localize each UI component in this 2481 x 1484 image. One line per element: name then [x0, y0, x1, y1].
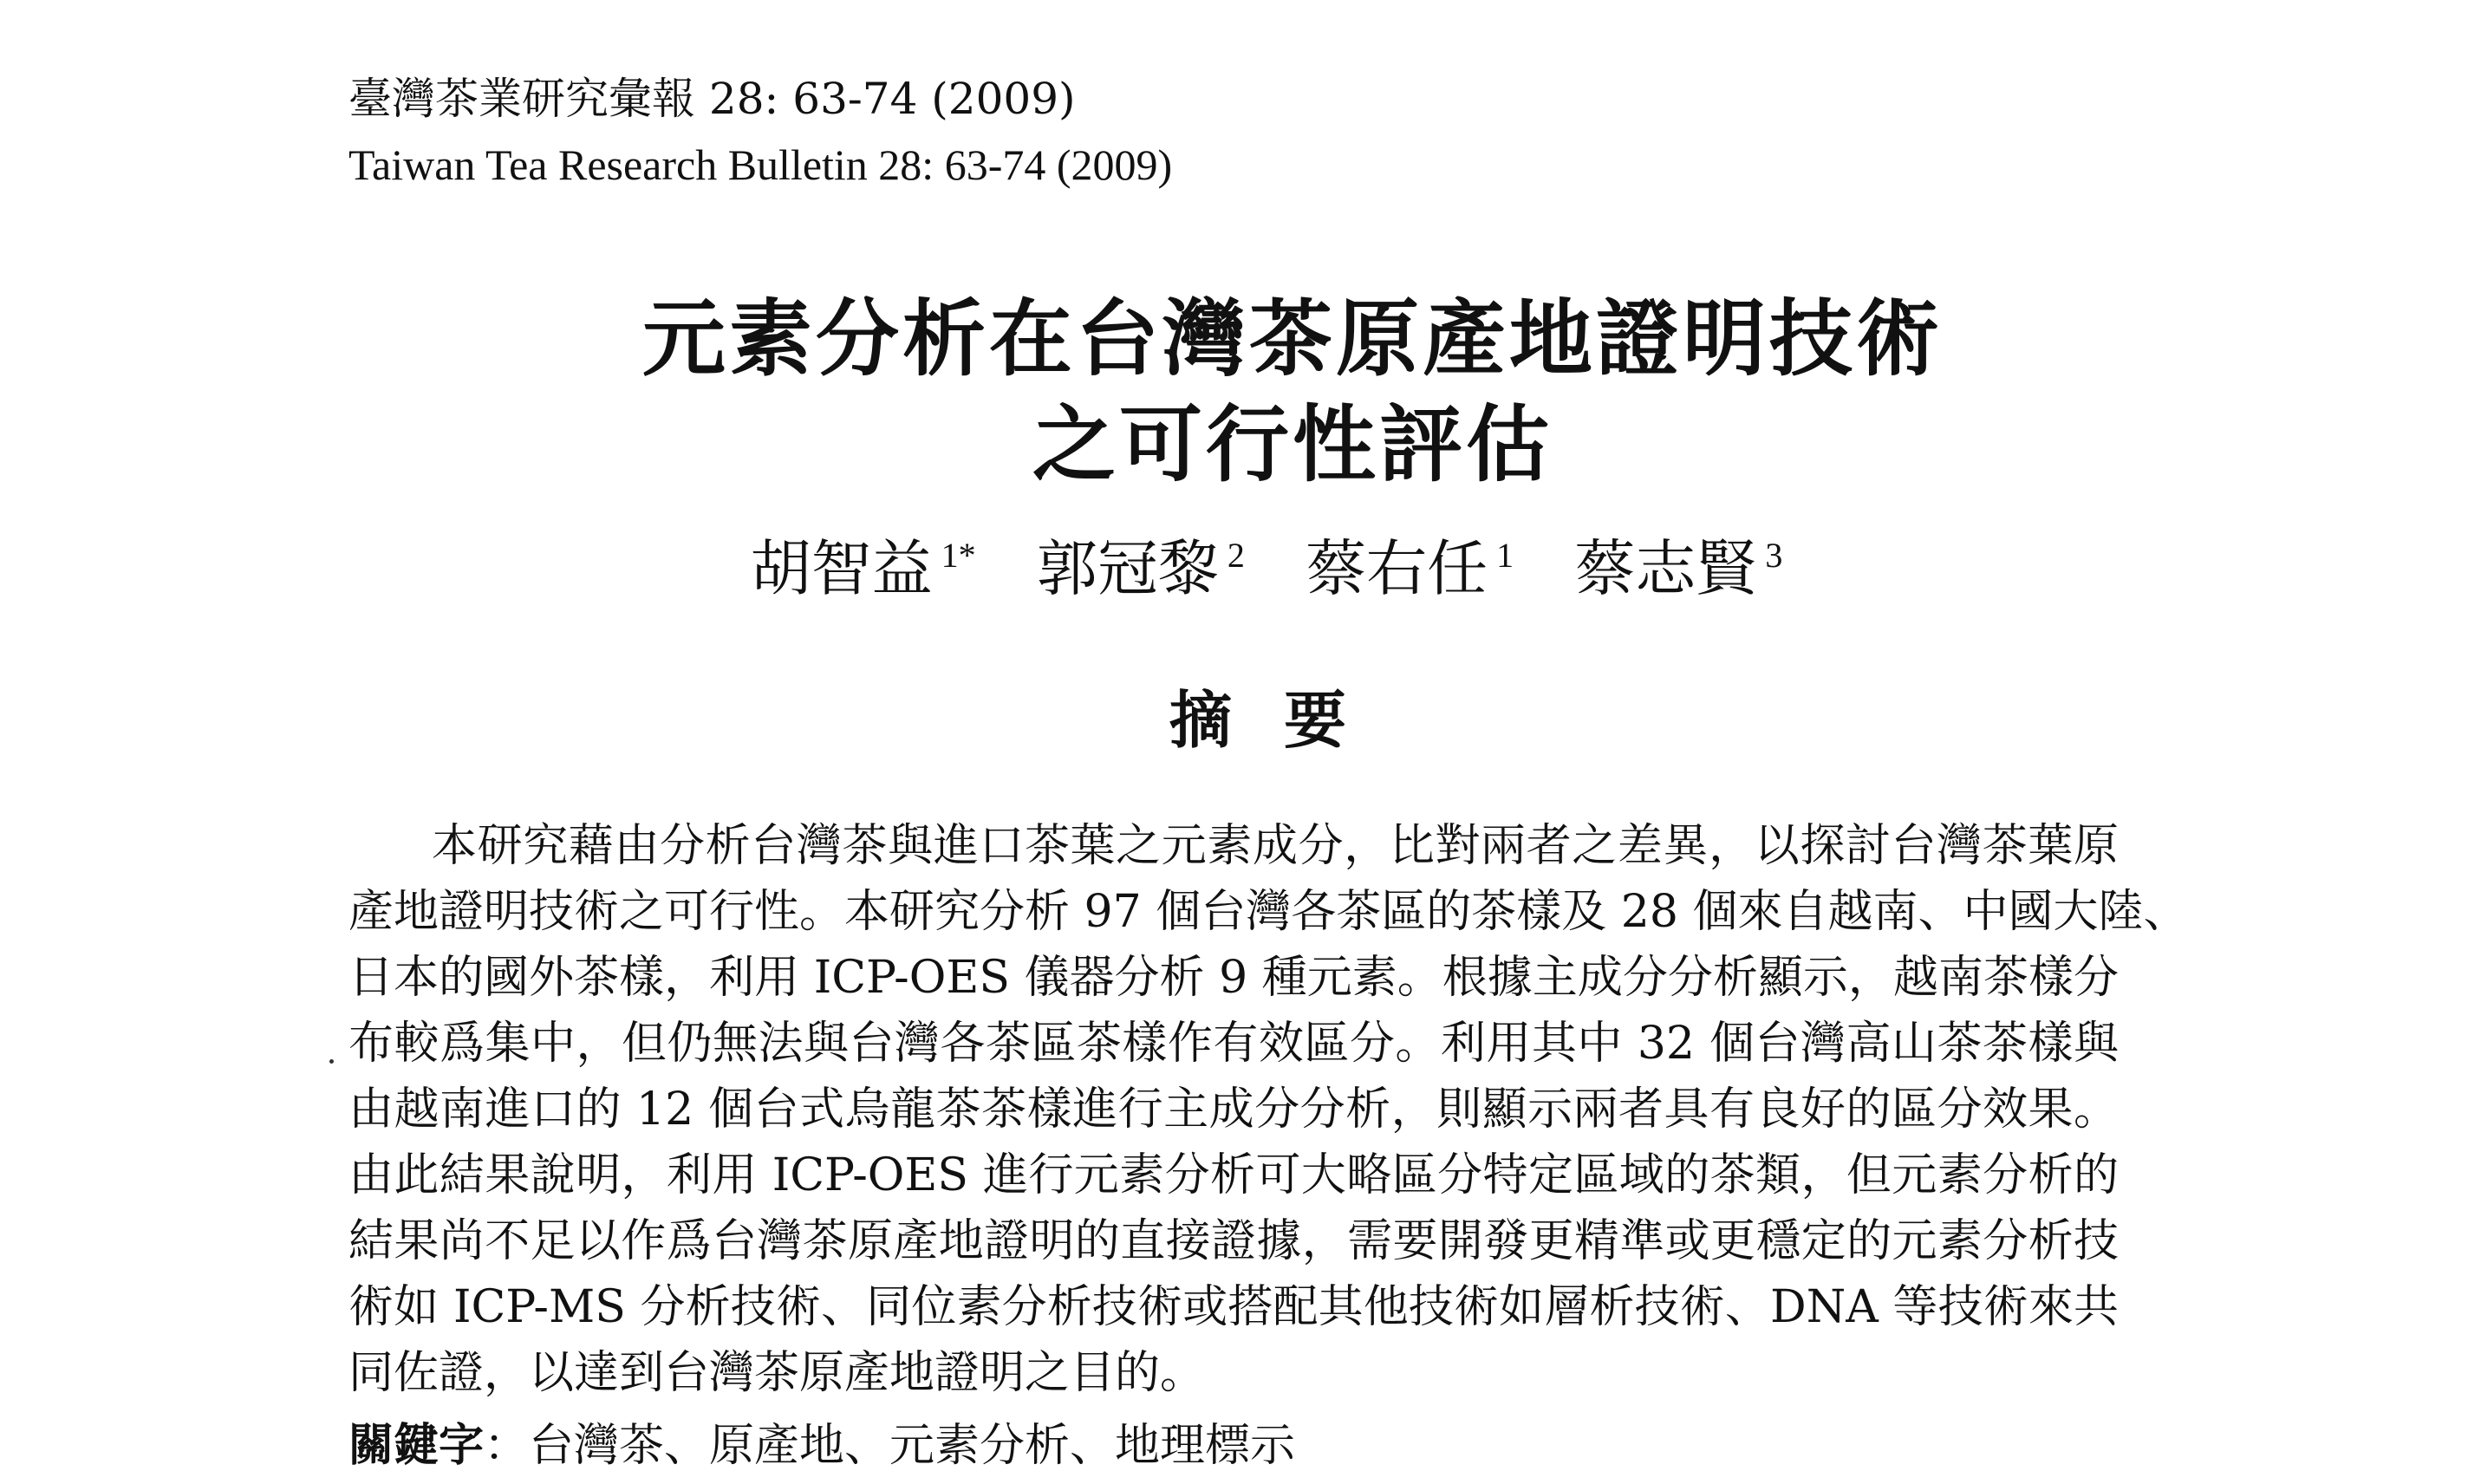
author-affiliation-mark: 2: [1227, 536, 1245, 575]
abstract-line: 本研究藉由分析台灣茶與進口茶葉之元素成分，比對兩者之差異，以探討台灣茶葉原: [432, 820, 2119, 872]
abstract-line: 日本的國外茶樣，利用 ICP-OES 儀器分析 9 種元素。根據主成分分析顯示，越南茶樣分: [348, 952, 2119, 1004]
abstract-line: 產地證明技術之可行性。本研究分析 97 個台灣各茶區的茶樣及 28 個來自越南、中國大陸、: [348, 886, 2189, 938]
keywords: [348, 1413, 1295, 1479]
author-list: [0, 517, 2481, 608]
author-affiliation-mark: 1*: [941, 536, 976, 575]
author-name: 郭冠黎: [1036, 533, 1219, 604]
keywords-separator: ：: [484, 1420, 530, 1472]
abstract-line: 由越南進口的 12 個台式烏龍茶茶樣進行主成分分析，則顯示兩者具有良好的區分效果。: [348, 1084, 2119, 1136]
author-affiliation-mark: 1: [1496, 536, 1514, 575]
abstract-line: 術如 ICP-MS 分析技術、同位素分析技術或搭配其他技術如層析技術、DNA 等技術來共: [348, 1281, 2119, 1333]
author: [751, 517, 976, 608]
paper-title-line-1: 元素分析在台灣茶原產地證明技術: [642, 290, 1943, 387]
abstract-body: [348, 813, 2189, 1406]
author-name: 胡智益: [750, 533, 933, 604]
abstract-line: 同佐證，以達到台灣茶原產地證明之目的。: [348, 1347, 1206, 1399]
journal-citation-english: Taiwan Tea Research Bulletin 28: 63-74 (2009): [348, 140, 1173, 189]
author: [1037, 517, 1245, 608]
keywords-text: 台灣茶、原產地、元素分析、地理標示: [529, 1420, 1296, 1472]
abstract-line: 結果尚不足以作爲台灣茶原產地證明的直接證據，需要開發更精準或更穩定的元素分析技: [348, 1215, 2119, 1267]
keywords-label: 關鍵字: [348, 1419, 485, 1472]
author-affiliation-mark: 3: [1765, 536, 1783, 575]
abstract-heading: 摘要: [1169, 683, 1398, 757]
author: [1574, 517, 1782, 608]
abstract-line: 由此結果說明，利用 ICP-OES 進行元素分析可大略區分特定區域的茶類，但元素分析的: [348, 1149, 2119, 1201]
journal-citation-chinese: 臺灣茶業研究彙報 28: 63-74 (2009): [348, 74, 1076, 124]
paper-title-line-2: 之可行性評估: [1032, 395, 1553, 493]
scan-speck: [329, 1059, 334, 1064]
author-name: 蔡志賢: [1574, 533, 1757, 604]
author: [1306, 517, 1514, 608]
abstract-line: 布較爲集中，但仍無法與台灣各茶區茶樣作有效區分。利用其中 32 個台灣高山茶茶樣與: [348, 1018, 2119, 1070]
author-name: 蔡右任: [1306, 533, 1488, 604]
